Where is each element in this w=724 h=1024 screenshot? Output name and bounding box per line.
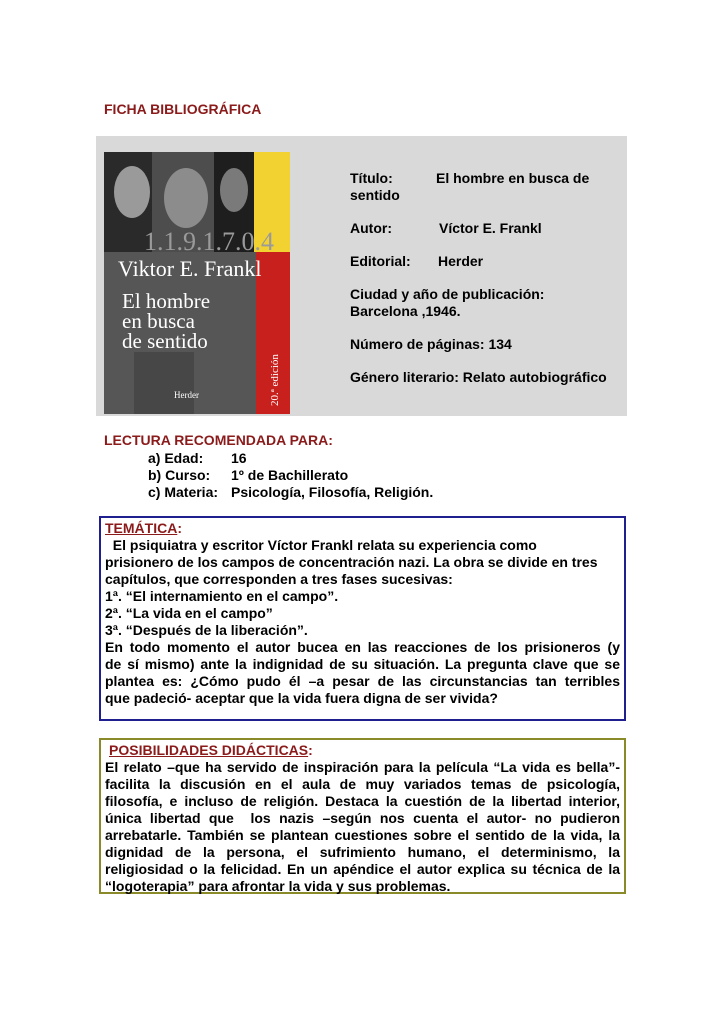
recommended-value: 16 (231, 450, 247, 466)
info-title-row (350, 170, 622, 204)
tematica-line: 1ª. “El internamiento en el campo”. (105, 588, 339, 604)
tematica-line: 2ª. “La vida en el campo” (105, 605, 273, 621)
info-place-year-value: Barcelona ,1946. (350, 303, 461, 319)
tematica-line: El psiquiatra y escritor Víctor Frankl relata su experiencia como (105, 537, 537, 553)
tematica-colon: : (177, 520, 182, 536)
info-place-year-row (350, 286, 622, 320)
recommended-list (148, 450, 433, 501)
info-genre: Género literario: Relato autobiográfico (350, 369, 607, 385)
recommended-title: LECTURA RECOMENDADA PARA: (104, 432, 333, 448)
tematica-line: En todo momento el autor bucea en las reacciones de los prisioneros (y (105, 639, 620, 655)
info-author-row (350, 220, 622, 237)
tematica-line: capítulos, que corresponden a tres fases sucesivas: (105, 571, 453, 587)
tematica-line: que padeció- aceptar que la vida fuera digna de ser vivida? (105, 690, 498, 706)
info-title-value-2: sentido (350, 187, 400, 203)
book-info (350, 170, 622, 402)
cover-author: Viktor E. Frankl (118, 256, 262, 281)
info-title-label: Título: (350, 170, 393, 186)
posibilidades-line: religiosidad o la felicidad. En un apéndice el autor explica su técnica de la (105, 861, 620, 877)
cover-date-overlay: 1.1.9.1.7.0.4 (144, 227, 274, 256)
tematica-line: 3ª. “Después de la liberación”. (105, 622, 308, 638)
posibilidades-line: El relato –que ha servido de inspiración para la película “La vida es bella”- (105, 759, 620, 775)
recommended-key: a) Edad: (148, 450, 204, 466)
cover-title-line-1: El hombre (122, 289, 211, 313)
tematica-line: de sí mismo) ante la indignidad de su situación. La pregunta clave que se (105, 656, 620, 672)
cover-publisher: Herder (174, 390, 199, 400)
info-editorial-row (350, 253, 622, 270)
info-title-value: El hombre en busca de (436, 170, 590, 186)
posibilidades-line: arrebatarle. También se plantean cuestiones sobre el sentido de la vida, la (105, 827, 620, 843)
tematica-line: plantea es: ¿Cómo pudo él –a pesar de las circunstancias tan terribles (105, 673, 620, 689)
posibilidades-title: POSIBILIDADES DIDÁCTICAS (109, 742, 309, 758)
recommended-value: 1º de Bachillerato (231, 467, 349, 483)
cover-title-line-2: en busca (122, 309, 195, 333)
recommended-item (148, 450, 433, 467)
posibilidades-line: “logoterapia” para afrontar la vida y sus problemas. (105, 878, 451, 894)
posibilidades-colon: : (308, 742, 313, 758)
tematica-heading (105, 520, 620, 537)
recommended-key: b) Curso: (148, 467, 211, 483)
info-author-label: Autor: (350, 220, 392, 236)
recommended-key: c) Materia: (148, 484, 219, 500)
info-place-year-label: Ciudad y año de publicación: (350, 286, 545, 302)
cover-title-line-3: de sentido (122, 329, 208, 353)
posibilidades-line: filosofía, e incluso de religión. Destaca la cuestión de la libertad interior, (105, 793, 620, 809)
posibilidades-line: única libertad que los nazis –según nos cuenta el autor- no pudieron (105, 810, 620, 826)
page-heading: FICHA BIBLIOGRÁFICA (104, 101, 262, 117)
posibilidades-line: facilita la discusión en el aula de muy variados temas de psicología, (105, 776, 620, 792)
tematica-box (99, 516, 626, 721)
posibilidades-line: dignidad de la persona, el sufrimiento humano, el determinismo, la (105, 844, 620, 860)
cover-edition: 20.ª edición (269, 354, 281, 406)
recommended-item (148, 467, 433, 484)
book-cover (104, 152, 290, 414)
posibilidades-heading (105, 742, 620, 759)
recommended-item (148, 484, 433, 501)
tematica-title: TEMÁTICA (105, 520, 178, 536)
tematica-line: prisionero de los campos de concentración nazi. La obra se divide en tres (105, 554, 598, 570)
info-author-value: Víctor E. Frankl (439, 220, 542, 236)
info-editorial-value: Herder (438, 253, 484, 269)
info-pages: Número de páginas: 134 (350, 336, 512, 352)
book-cover-image (104, 152, 290, 414)
info-editorial-label: Editorial: (350, 253, 411, 269)
recommended-value: Psicología, Filosofía, Religión. (231, 484, 434, 500)
posibilidades-box (99, 738, 626, 894)
